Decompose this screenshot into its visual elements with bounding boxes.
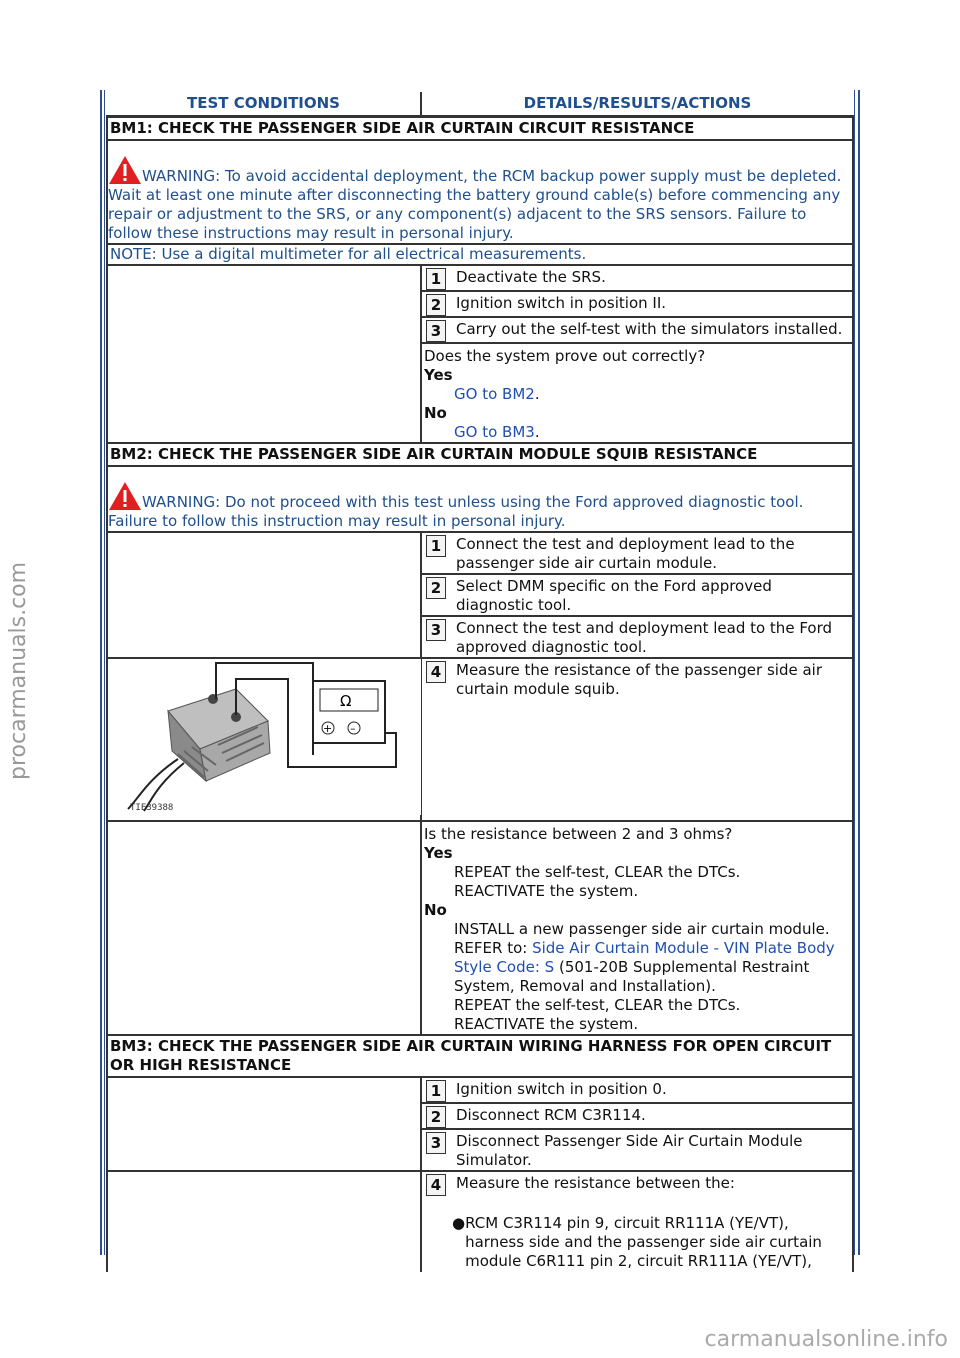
- frame-left: [100, 90, 102, 1255]
- step-number: 1: [426, 535, 446, 557]
- step-row: [421, 658, 853, 821]
- step-row: [421, 1103, 853, 1129]
- step-row: [421, 1129, 853, 1171]
- step-text: Ignition switch in position 0.: [456, 1080, 667, 1098]
- svg-text:+: +: [323, 722, 333, 735]
- goto-bm2-link[interactable]: GO to BM2: [454, 385, 535, 403]
- multimeter-diagram: [108, 659, 421, 815]
- step-row: [421, 1171, 853, 1272]
- footer-watermark: carmanualsonline.info: [704, 1327, 948, 1352]
- svg-text:–: –: [350, 722, 356, 735]
- step-number: 3: [426, 619, 446, 641]
- table-header: [107, 92, 853, 117]
- yes-label: Yes: [424, 366, 453, 384]
- step-row: [421, 616, 853, 658]
- step-row: [421, 265, 853, 291]
- no-label: No: [424, 404, 447, 422]
- section-title-bm2: BM2: CHECK THE PASSENGER SIDE AIR CURTAIN MODULE SQUIB RESISTANCE: [107, 443, 853, 466]
- conditions-cell: [107, 821, 421, 1035]
- step-number: 3: [426, 1132, 446, 1154]
- no-action: REPEAT the self-test, CLEAR the DTCs.: [454, 996, 741, 1014]
- yes-label: Yes: [424, 844, 453, 862]
- step-number: 2: [426, 1106, 446, 1128]
- warning-bm1: WARNING: To avoid accidental deployment, the RCM backup power supply must be depleted. Wait at least one minute after disconnecting the battery ground cable(s) before commencing any repair or adjustment to the SRS, or any component(s) adjacent to the SRS sensors. Failure to follow these instructions may result in personal injury.: [107, 140, 853, 244]
- list-item: ● RCM C3R114 pin 9, circuit RR111A (YE/VT), harness side and the passenger side air curtain module C6R111 pin 2, circuit RR111A (YE/VT),: [452, 1214, 822, 1270]
- step-row: [421, 317, 853, 343]
- question-text: Is the resistance between 2 and 3 ohms?: [424, 825, 733, 843]
- no-label: No: [424, 901, 447, 919]
- warning-bm2: WARNING: Do not proceed with this test unless using the Ford approved diagnostic tool. Failure to follow this instruction may result in personal injury.: [107, 466, 853, 532]
- step-text: Connect the test and deployment lead to the passenger side air curtain module.: [456, 535, 795, 572]
- step-text: Disconnect RCM C3R114.: [456, 1106, 646, 1124]
- section-title-bm1: BM1: CHECK THE PASSENGER SIDE AIR CURTAIN CIRCUIT RESISTANCE: [107, 117, 853, 141]
- step-row: [421, 574, 853, 616]
- figure-cell: [107, 658, 421, 821]
- figure-label: TIE39388: [130, 803, 174, 813]
- step-text: Deactivate the SRS.: [456, 268, 606, 286]
- section-title-bm3: BM3: CHECK THE PASSENGER SIDE AIR CURTAIN WIRING HARNESS FOR OPEN CIRCUIT OR HIGH RESISTANCE: [107, 1035, 853, 1077]
- col-details: DETAILS/RESULTS/ACTIONS: [421, 92, 853, 117]
- test-table: [106, 92, 854, 1272]
- result-cell-bm1: Does the system prove out correctly? Yes GO to BM2. No GO to BM3.: [421, 343, 853, 443]
- step-row: [421, 532, 853, 574]
- conditions-cell: [107, 1077, 421, 1171]
- step-text: Ignition switch in position II.: [456, 294, 667, 312]
- step-number: 2: [426, 294, 446, 316]
- step-text: Measure the resistance between the:: [456, 1174, 735, 1192]
- warning-icon: [108, 155, 142, 185]
- goto-bm3-link[interactable]: GO to BM3: [454, 423, 535, 441]
- step-number: 4: [426, 661, 446, 683]
- step-number: 1: [426, 1080, 446, 1102]
- svg-text:Ω: Ω: [340, 692, 352, 710]
- frame-right: [858, 90, 860, 1255]
- step-number: 4: [426, 1174, 446, 1196]
- yes-action: REPEAT the self-test, CLEAR the DTCs.: [454, 863, 741, 881]
- note-bm1: NOTE: Use a digital multimeter for all electrical measurements.: [107, 244, 853, 265]
- conditions-cell: [107, 265, 421, 443]
- step-text: Disconnect Passenger Side Air Curtain Module Simulator.: [456, 1132, 803, 1169]
- step-text: Measure the resistance of the passenger side air curtain module squib.: [456, 661, 822, 698]
- conditions-cell: [107, 532, 421, 658]
- warning-icon: [108, 481, 142, 511]
- procedure-document: [106, 92, 854, 1272]
- step-text: Connect the test and deployment lead to the Ford approved diagnostic tool.: [456, 619, 833, 656]
- step-number: 1: [426, 268, 446, 290]
- no-action: INSTALL a new passenger side air curtain module.: [454, 920, 830, 938]
- no-reference: REFER to: Side Air Curtain Module - VIN Plate Body Style Code: S (501-20B Supplemental Restraint System, Removal and Installation).: [454, 939, 835, 995]
- step-text: Carry out the self-test with the simulators installed.: [456, 320, 843, 338]
- step-number: 2: [426, 577, 446, 599]
- step-row: [421, 1077, 853, 1103]
- side-watermark: procarmanuals.com: [6, 561, 31, 780]
- result-cell-bm2: [421, 821, 853, 1035]
- frame-left-inner: [104, 90, 105, 1255]
- question-text: Does the system prove out correctly?: [424, 347, 706, 365]
- conditions-cell: [107, 1171, 421, 1272]
- step-number: 3: [426, 320, 446, 342]
- step-text: Select DMM specific on the Ford approved diagnostic tool.: [456, 577, 772, 614]
- yes-action: REACTIVATE the system.: [454, 882, 639, 900]
- no-action: REACTIVATE the system.: [454, 1015, 639, 1033]
- col-test-conditions: TEST CONDITIONS: [107, 92, 421, 117]
- step-row: [421, 291, 853, 317]
- side-air-curtain-module-link[interactable]: Side Air Curtain Module - VIN Plate Body Style Code: S: [454, 939, 835, 976]
- frame-right-inner: [854, 90, 855, 1255]
